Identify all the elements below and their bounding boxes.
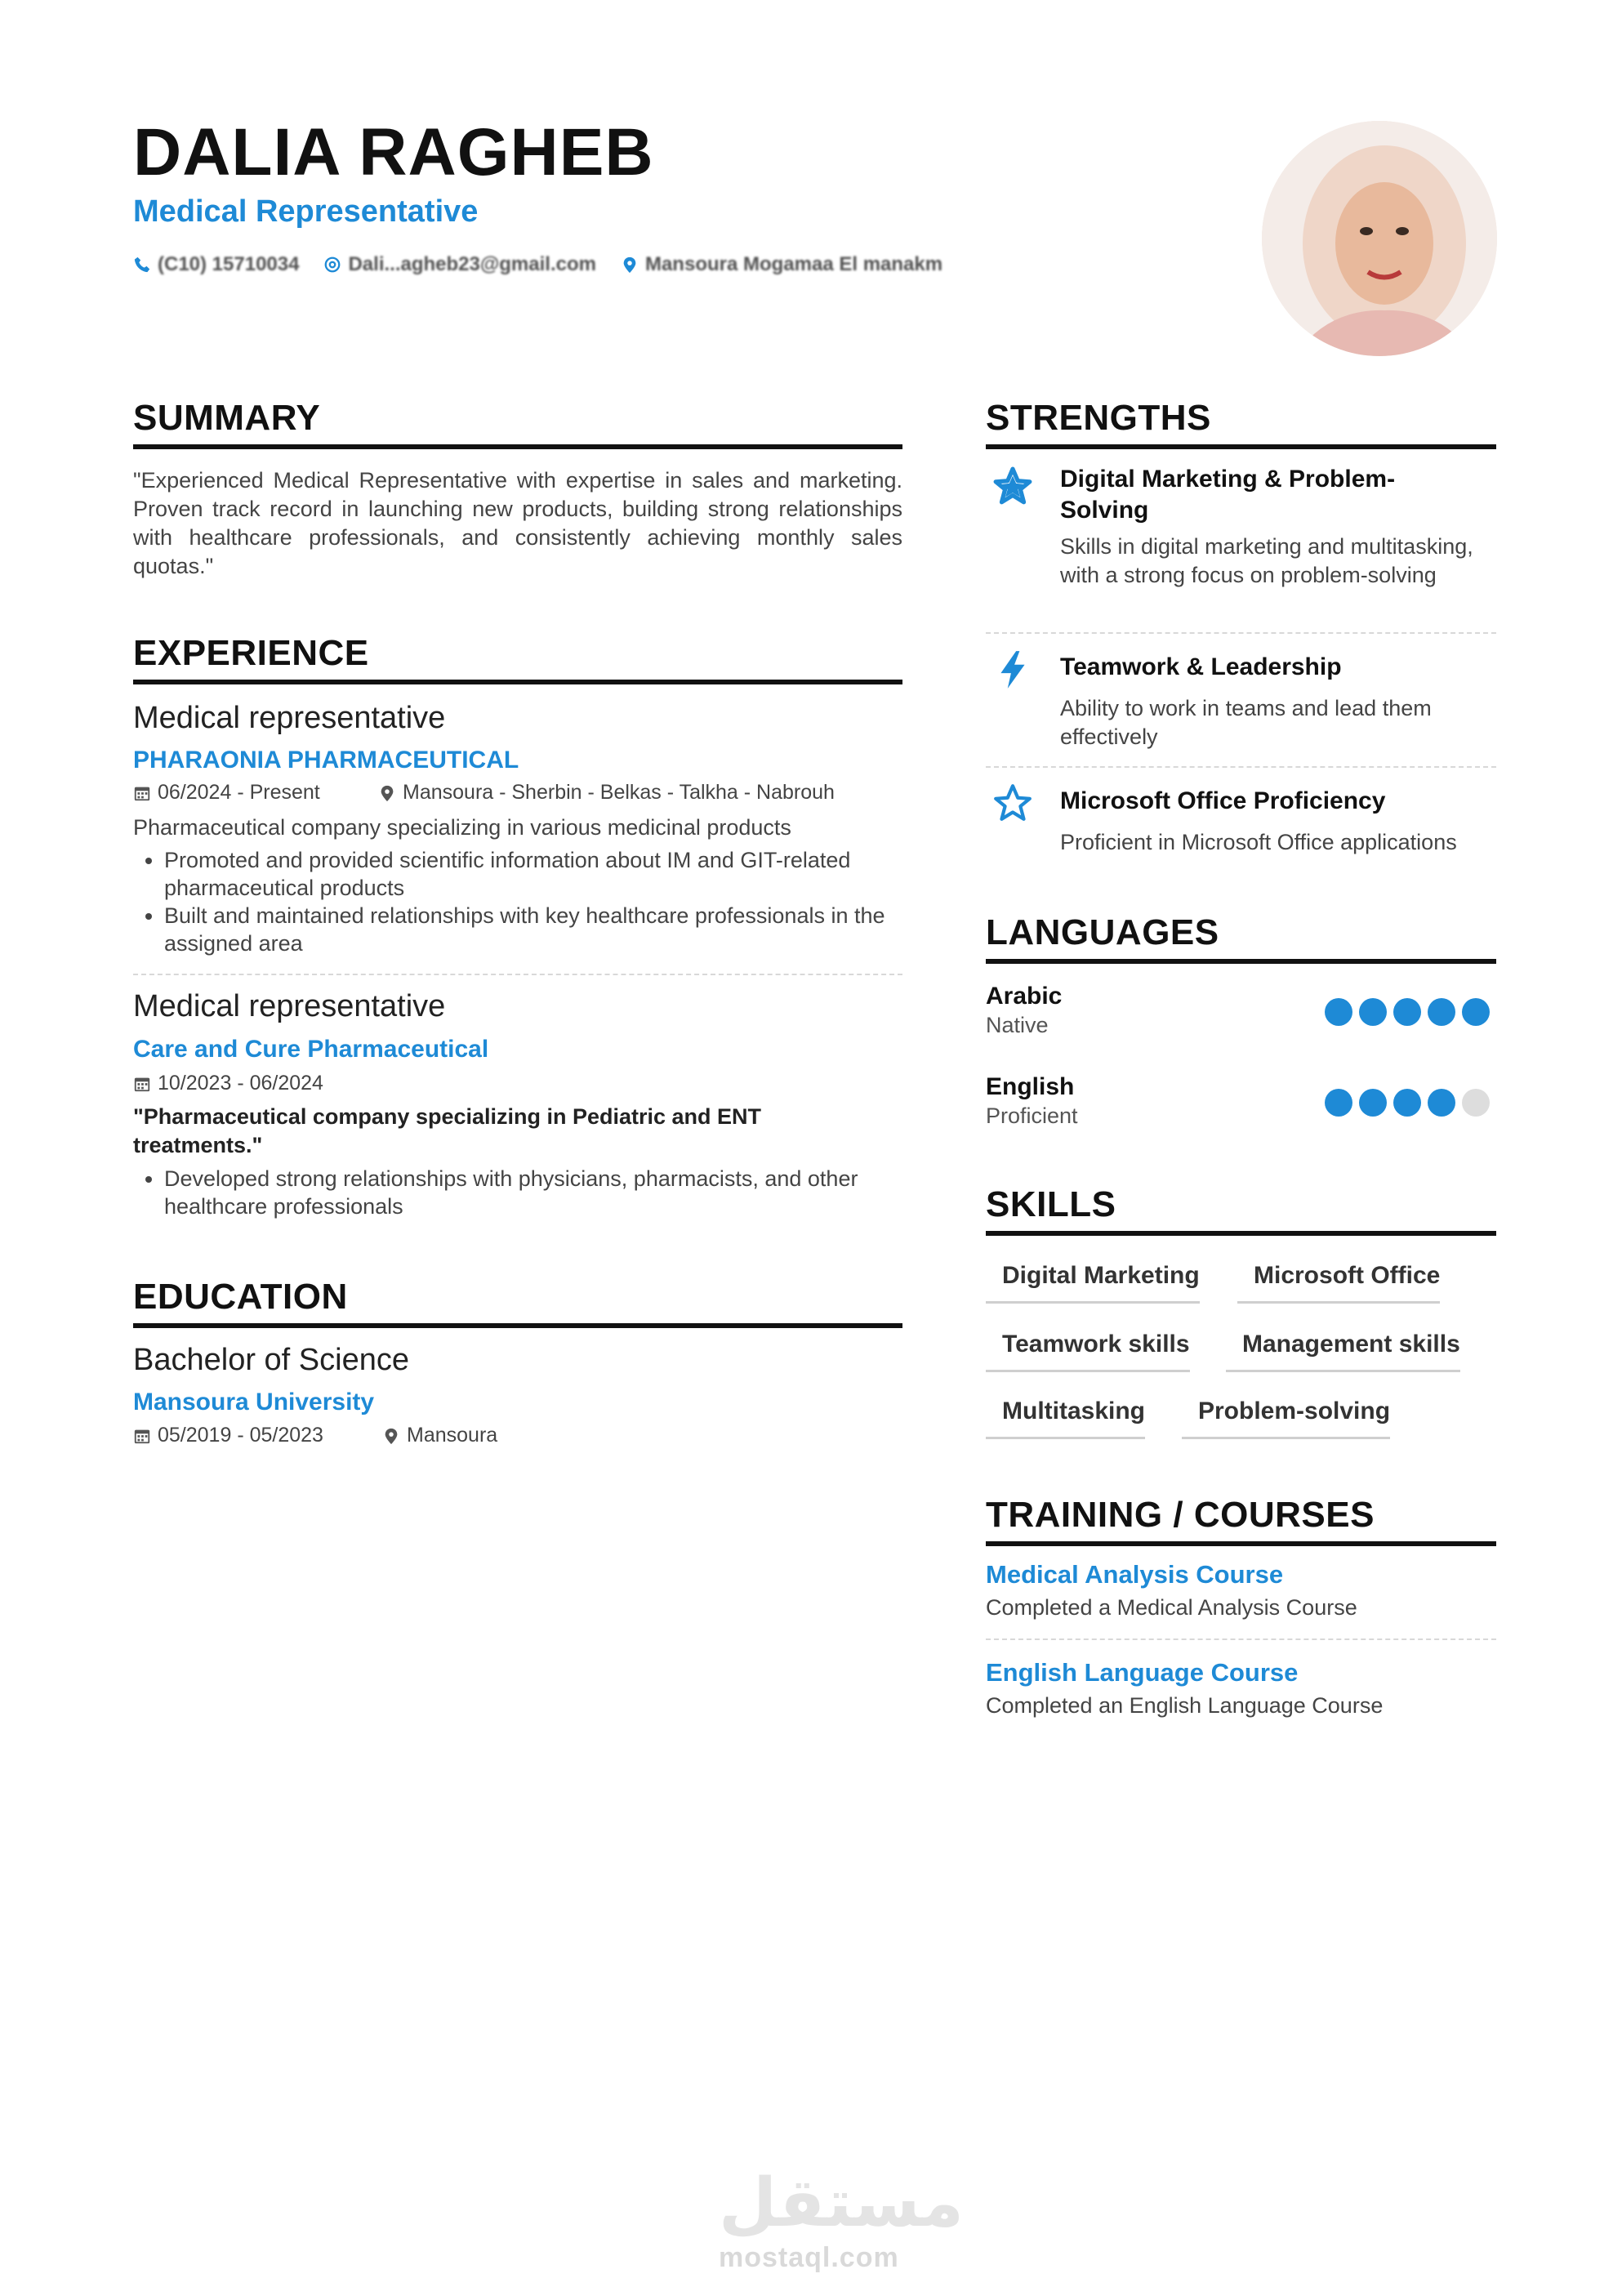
school-name: Mansoura University xyxy=(133,1389,375,1415)
course-desc: Completed an English Language Course xyxy=(986,1693,1384,1718)
education-location: Mansoura xyxy=(382,1424,497,1447)
experience-heading: EXPERIENCE xyxy=(133,633,369,673)
strength-desc: Ability to work in teams and lead them effectively xyxy=(1060,696,1432,749)
language-level: Native xyxy=(986,1013,1049,1037)
calendar-icon xyxy=(133,784,151,802)
strengths-heading: STRENGTHS xyxy=(986,398,1211,438)
education-rule xyxy=(133,1323,902,1328)
job-title: Medical representative xyxy=(133,989,446,1023)
skills-rule xyxy=(986,1231,1496,1236)
course-desc: Completed a Medical Analysis Course xyxy=(986,1595,1357,1620)
candidate-role: Medical Representative xyxy=(133,194,479,229)
rating-dot xyxy=(1393,998,1421,1026)
contact-bar xyxy=(133,253,942,276)
education-heading: EDUCATION xyxy=(133,1277,348,1317)
skill-tag: Microsoft Office xyxy=(1237,1262,1440,1304)
profile-photo xyxy=(1262,121,1497,356)
language-name: English xyxy=(986,1073,1075,1100)
skill-tag: Multitasking xyxy=(986,1398,1145,1439)
list-item: • Developed strong relationships with physicians, pharmacists, and other healthcare professionals xyxy=(164,1165,924,1220)
watermark-url: mostaql.com xyxy=(719,2242,899,2273)
location-pin-icon xyxy=(382,1426,400,1446)
language-level: Proficient xyxy=(986,1103,1078,1128)
rating-dot xyxy=(1359,1089,1387,1117)
list-item: • Built and maintained relationships with key healthcare professionals in the assigned area xyxy=(164,902,924,957)
strength-desc: Proficient in Microsoft Office applications xyxy=(1060,830,1457,854)
skill-tag: Digital Marketing xyxy=(986,1262,1200,1304)
job-title: Medical representative xyxy=(133,701,446,735)
strength-title: Digital Marketing & Problem-Solving xyxy=(1060,466,1396,524)
divider xyxy=(133,974,902,975)
summary-heading: SUMMARY xyxy=(133,398,321,438)
portrait-illustration xyxy=(1262,121,1497,356)
job-bullets xyxy=(133,1165,924,1220)
job-company: PHARAONIA PHARMACEUTICAL xyxy=(133,747,519,774)
contact-location: Mansoura Mogamaa El manakm xyxy=(621,253,942,276)
strength-title: Microsoft Office Proficiency xyxy=(1060,787,1386,814)
divider xyxy=(986,766,1496,768)
rating-dot xyxy=(1325,998,1352,1026)
list-item: • Promoted and provided scientific information about IM and GIT-related pharmaceutical products xyxy=(164,846,924,902)
strength-desc: Skills in digital marketing and multitasking, with a strong focus on problem-solving xyxy=(1060,534,1473,587)
languages-heading: LANGUAGES xyxy=(986,912,1219,952)
job-company: Care and Cure Pharmaceutical xyxy=(133,1036,489,1063)
star-icon xyxy=(992,466,1033,506)
divider xyxy=(986,632,1496,634)
summary-text: "Experienced Medical Representative with expertise in sales and marketing. Proven track record in launching new products, building strong relationships with healthcare professionals, and consistently achieving monthly sales quotas." xyxy=(133,468,902,578)
skill-tag: Teamwork skills xyxy=(986,1331,1190,1372)
languages-rule xyxy=(986,959,1496,964)
rating-dot xyxy=(1428,1089,1455,1117)
strengths-rule xyxy=(986,444,1496,449)
rating-dot xyxy=(1462,1089,1490,1117)
skill-tag: Management skills xyxy=(1226,1331,1460,1372)
job-bullets xyxy=(133,846,924,957)
contact-phone: (C10) 15710034 xyxy=(133,253,299,276)
experience-rule xyxy=(133,680,902,684)
skills-heading: SKILLS xyxy=(986,1184,1116,1224)
strength-title: Teamwork & Leadership xyxy=(1060,653,1342,680)
summary-rule xyxy=(133,444,902,449)
lightning-icon xyxy=(992,649,1033,690)
watermark-arabic: مستقل xyxy=(719,2164,964,2242)
job-dates: 10/2023 - 06/2024 xyxy=(133,1072,323,1095)
course-title: Medical Analysis Course xyxy=(986,1560,1284,1589)
education-dates: 05/2019 - 05/2023 xyxy=(133,1424,323,1447)
calendar-icon xyxy=(133,1427,151,1445)
job-description: Pharmaceutical company specializing in various medicinal products xyxy=(133,815,791,840)
language-name: Arabic xyxy=(986,983,1063,1010)
degree-title: Bachelor of Science xyxy=(133,1343,409,1377)
language-rating xyxy=(1325,998,1490,1026)
star-outline-icon xyxy=(992,782,1033,823)
rating-dot xyxy=(1428,998,1455,1026)
location-pin-icon xyxy=(621,256,639,274)
skill-tag: Problem-solving xyxy=(1182,1398,1390,1439)
rating-dot xyxy=(1325,1089,1352,1117)
job-description: "Pharmaceutical company specializing in Pediatric and ENT treatments." xyxy=(133,1104,762,1157)
rating-dot xyxy=(1393,1089,1421,1117)
candidate-name: DALIA RAGHEB xyxy=(133,115,654,189)
courses-heading: TRAINING / COURSES xyxy=(986,1495,1375,1535)
contact-email: Dali...agheb23@gmail.com xyxy=(323,253,596,276)
job-location: Mansoura - Sherbin - Belkas - Talkha - Nabrouh xyxy=(378,781,835,805)
location-pin-icon xyxy=(378,783,396,803)
phone-icon xyxy=(133,256,151,274)
rating-dot xyxy=(1359,998,1387,1026)
calendar-icon xyxy=(133,1075,151,1093)
language-rating xyxy=(1325,1089,1490,1117)
divider xyxy=(986,1638,1496,1640)
course-title: English Language Course xyxy=(986,1658,1299,1687)
rating-dot xyxy=(1462,998,1490,1026)
at-icon xyxy=(323,256,341,274)
job-dates: 06/2024 - Present xyxy=(133,781,320,805)
courses-rule xyxy=(986,1541,1496,1546)
